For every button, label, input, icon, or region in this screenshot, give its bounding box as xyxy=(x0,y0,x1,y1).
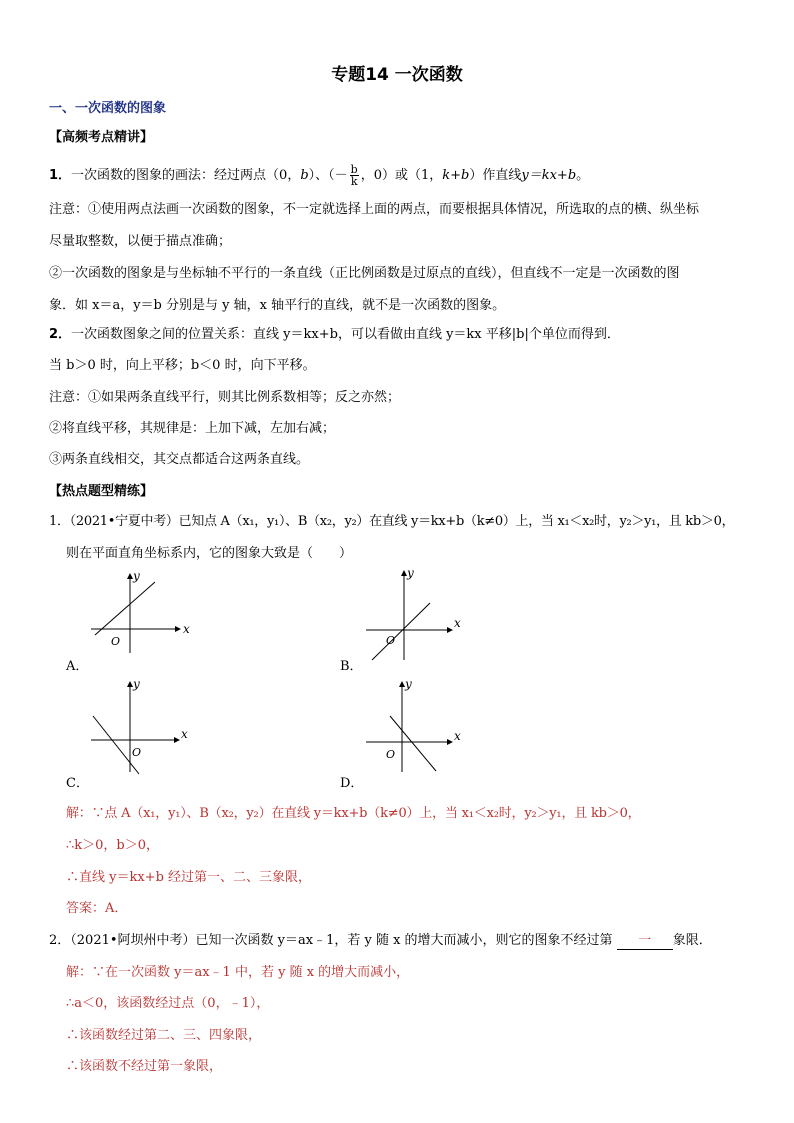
solution-1-line-3: ∴直线 y＝kx+b 经过第一、二、三象限， xyxy=(66,870,312,885)
note-3: 注意：①如果两条直线平行，则其比例系数相等；反之亦然； xyxy=(49,390,401,405)
kp1-b: b xyxy=(300,168,309,183)
graph-line xyxy=(390,716,436,771)
graph-line xyxy=(95,582,155,635)
key-points-header: 【高频考点精讲】 xyxy=(49,130,154,145)
graph-option-c xyxy=(85,676,205,776)
y-axis-label: y xyxy=(405,677,412,691)
kp1-text-e: 。 xyxy=(576,168,590,183)
kp1-kb: k+b xyxy=(442,168,470,183)
kp1-equation: y＝kx+b xyxy=(521,168,577,183)
kp1-text-d: ）作直线 xyxy=(469,168,522,183)
question-2-tail: 象限． xyxy=(672,933,712,948)
section-heading: 一、一次函数的图象 xyxy=(49,101,167,116)
origin-label: O xyxy=(386,634,396,647)
practice-header: 【热点题型精练】 xyxy=(49,484,154,499)
note-2-line-1: ②一次函数的图象是与坐标轴不平行的一条直线（正比例函数是过原点的直线），但直线不一定是一次函数的图 xyxy=(49,266,680,281)
graph-option-b xyxy=(360,565,480,665)
solution-2-line-1: 解：∵在一次函数 y＝ax﹣1 中，若 y 随 x 的增大而减小， xyxy=(66,965,410,980)
graph-line xyxy=(93,716,142,774)
x-axis-label: x xyxy=(183,622,190,636)
graph-option-a xyxy=(85,568,205,658)
solution-2-line-4: ∴该函数不经过第一象限， xyxy=(66,1059,223,1074)
graph-line xyxy=(372,603,430,660)
fraction-denominator: k xyxy=(350,175,358,188)
question-2-text: 2．（2021•阿坝州中考）已知一次函数 y＝ax﹣1，若 y 随 x 的增大而减小，则它的图象不经过第 xyxy=(49,933,613,948)
fraction-numerator: b xyxy=(350,163,358,176)
key-point-2-number: 2． xyxy=(49,327,72,342)
key-point-2 xyxy=(49,327,749,343)
question-1-line-1: 1．（2021•宁夏中考）已知点 A（x₁，y₁）、B（x₂，y₂）在直线 y＝kx+b（k≠0）上，当 x₁＜x₂时，y₂＞y₁，且 kb＞0， xyxy=(49,514,735,529)
solution-2-line-2: ∴a＜0，该函数经过点（0，﹣1）， xyxy=(66,996,270,1011)
origin-label: O xyxy=(132,746,142,759)
option-a-label: A． xyxy=(66,659,89,674)
y-axis-label: y xyxy=(133,677,140,691)
kp1-text-b: ）、（－ xyxy=(308,168,348,183)
x-axis-label: x xyxy=(454,729,461,743)
key-point-1-number: 1． xyxy=(49,168,72,183)
fraction-b-over-k xyxy=(350,164,359,187)
option-d-label: D． xyxy=(340,776,364,791)
kp1-text-a: 一次函数的图象的画法：经过两点（0， xyxy=(71,168,301,183)
question-2-answer-blank: 一 xyxy=(617,933,673,950)
graph-option-d xyxy=(360,676,480,776)
solution-2-line-3: ∴该函数经过第二、三、四象限， xyxy=(66,1028,262,1043)
note-2-line-2: 象．如 x＝a，y＝b 分别是与 y 轴，x 轴平行的直线，就不是一次函数的图象。 xyxy=(49,298,506,313)
kp1-text-c: ，0）或（1， xyxy=(360,168,443,183)
origin-label: O xyxy=(386,748,396,761)
solution-1-answer: 答案：A． xyxy=(66,901,128,916)
note-1-line-1: 注意：①使用两点法画一次函数的图象，不一定就选择上面的两点，而要根据具体情况，所选取的点的横、纵坐标 xyxy=(49,202,700,217)
key-point-2-text: 一次函数图象之间的位置关系：直线 y＝kx+b，可以看做由直线 y＝kx 平移|b|个单位而得到． xyxy=(71,327,620,342)
option-b-label: B． xyxy=(340,659,363,674)
solution-1-line-1: 解：∵点 A（x₁，y₁）、B（x₂，y₂）在直线 y＝kx+b（k≠0）上，当 x₁＜x₂时，y₂＞y₁，且 kb＞0， xyxy=(66,806,641,821)
note-5: ③两条直线相交，其交点都适合这两条直线。 xyxy=(49,452,310,467)
x-axis-label: x xyxy=(181,727,188,741)
note-4: ②将直线平移，其规律是：上加下减，左加右减； xyxy=(49,421,336,436)
option-c-label: C． xyxy=(66,776,89,791)
key-point-2-line-2: 当 b＞0 时，向上平移；b＜0 时，向下平移。 xyxy=(49,358,316,373)
origin-label: O xyxy=(111,635,121,648)
question-1-line-2: 则在平面直角坐标系内，它的图象大致是（ ） xyxy=(66,546,353,561)
y-axis-label: y xyxy=(407,566,414,580)
x-axis-label: x xyxy=(454,616,461,630)
note-1-line-2: 尽量取整数，以便于描点准确； xyxy=(49,234,232,249)
page-title: 专题14 一次函数 xyxy=(331,65,463,85)
y-axis-label: y xyxy=(133,569,140,583)
solution-1-line-2: ∴k＞0，b＞0， xyxy=(66,838,160,853)
key-point-1 xyxy=(49,164,749,187)
question-2 xyxy=(49,933,749,950)
